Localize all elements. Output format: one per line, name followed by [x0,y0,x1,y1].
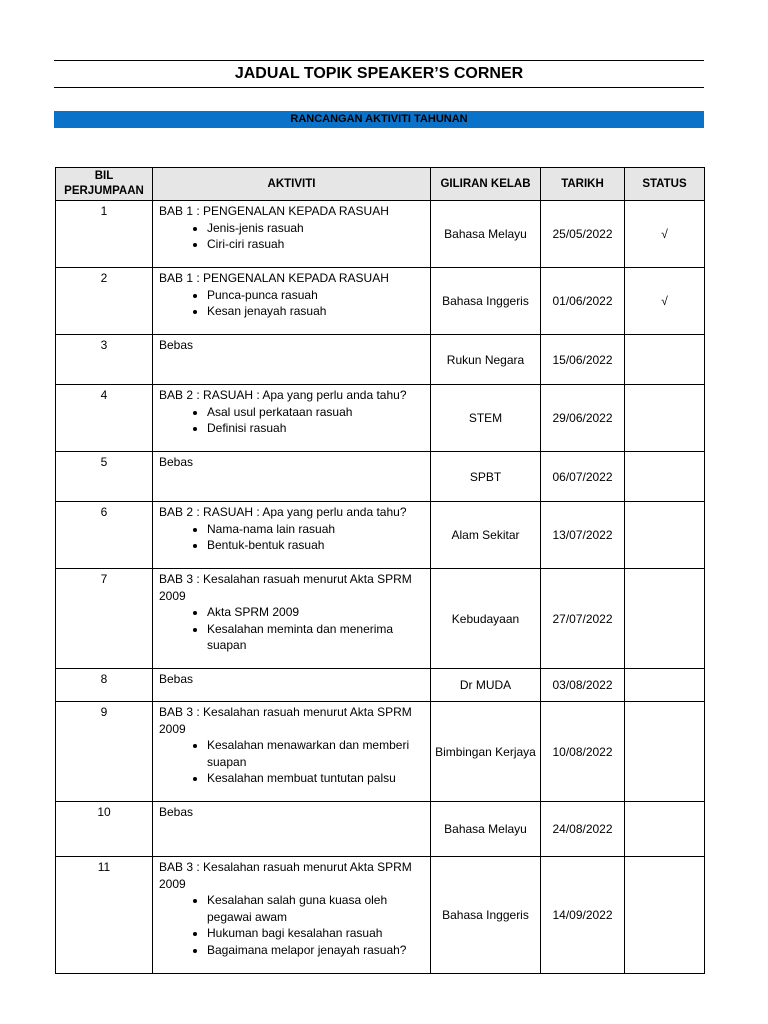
club-name: Bahasa Melayu [431,201,541,268]
activity-topic-list [159,220,426,253]
status-cell [625,569,705,669]
schedule-table [55,167,705,974]
table-row [56,268,705,335]
activity-cell [153,502,431,569]
status-cell [625,702,705,802]
activity-cell [153,268,431,335]
row-number: 1 [56,201,153,268]
activity-cell [153,452,431,502]
activity-topic: • Hukuman bagi kesalahan rasuah [207,925,426,942]
table-row [56,702,705,802]
activity-topic: • Kesalahan salah guna kuasa oleh pegawai awam [207,892,426,925]
row-number: 4 [56,385,153,452]
activity-heading: Bebas [159,805,194,819]
date-cell: 29/06/2022 [541,385,625,452]
date-cell: 06/07/2022 [541,452,625,502]
club-name: Kebudayaan [431,569,541,669]
status-cell: √ [625,268,705,335]
activity-topic: • Bentuk-bentuk rasuah [207,537,426,554]
date-cell: 14/09/2022 [541,857,625,974]
status-cell [625,802,705,857]
club-name: Bahasa Inggeris [431,268,541,335]
table-row [56,335,705,385]
activity-topic: • Ciri-ciri rasuah [207,236,426,253]
club-name: Bahasa Melayu [431,802,541,857]
date-cell: 03/08/2022 [541,669,625,702]
club-name: Bimbingan Kerjaya [431,702,541,802]
col-header-bil: BIL PERJUMPAAN [56,168,153,201]
activity-topic-list [159,521,426,554]
activity-heading: Bebas [159,338,194,352]
table-row [56,452,705,502]
section-banner: RANCANGAN AKTIVITI TAHUNAN [54,111,704,128]
status-cell: √ [625,201,705,268]
activity-heading: BAB 2 : RASUAH : Apa yang perlu anda tahu? [159,505,407,519]
activity-topic: • Akta SPRM 2009 [207,604,426,621]
row-number: 7 [56,569,153,669]
activity-topic-list [159,737,426,787]
status-cell [625,335,705,385]
activity-cell [153,669,431,702]
activity-cell [153,702,431,802]
table-row [56,857,705,974]
activity-cell [153,569,431,669]
activity-topic-list [159,404,426,437]
table-row [56,385,705,452]
activity-topic: • Kesalahan membuat tuntutan palsu [207,770,426,787]
club-name: Dr MUDA [431,669,541,702]
activity-topic: • Jenis-jenis rasuah [207,220,426,237]
row-number: 5 [56,452,153,502]
activity-topic: • Asal usul perkataan rasuah [207,404,426,421]
date-cell: 01/06/2022 [541,268,625,335]
row-number: 8 [56,669,153,702]
date-cell: 10/08/2022 [541,702,625,802]
activity-heading: BAB 3 : Kesalahan rasuah menurut Akta SPRM 2009 [159,572,412,603]
club-name: Rukun Negara [431,335,541,385]
row-number: 10 [56,802,153,857]
club-name: SPBT [431,452,541,502]
activity-topic-list [159,892,426,958]
row-number: 3 [56,335,153,385]
activity-topic: • Kesan jenayah rasuah [207,303,426,320]
activity-topic: • Nama-nama lain rasuah [207,521,426,538]
activity-heading: Bebas [159,455,194,469]
club-name: Bahasa Inggeris [431,857,541,974]
activity-topic-list [159,287,426,320]
table-row [56,569,705,669]
col-header-tarikh: TARIKH [541,168,625,201]
status-cell [625,502,705,569]
table-row [56,669,705,702]
activity-heading: Bebas [159,672,194,686]
col-header-aktiviti: AKTIVITI [153,168,431,201]
activity-topic: • Definisi rasuah [207,420,426,437]
row-number: 2 [56,268,153,335]
row-number: 9 [56,702,153,802]
table-row [56,502,705,569]
activity-topic: • Kesalahan menawarkan dan memberi suapan [207,737,426,770]
activity-heading: BAB 1 : PENGENALAN KEPADA RASUAH [159,204,389,218]
status-cell [625,857,705,974]
status-cell [625,669,705,702]
activity-heading: BAB 3 : Kesalahan rasuah menurut Akta SPRM 2009 [159,705,412,736]
date-cell: 27/07/2022 [541,569,625,669]
club-name: Alam Sekitar [431,502,541,569]
date-cell: 25/05/2022 [541,201,625,268]
activity-heading: BAB 1 : PENGENALAN KEPADA RASUAH [159,271,389,285]
date-cell: 13/07/2022 [541,502,625,569]
activity-cell [153,385,431,452]
col-header-status: STATUS [625,168,705,201]
status-cell [625,452,705,502]
date-cell: 15/06/2022 [541,335,625,385]
activity-cell [153,335,431,385]
activity-topic: • Punca-punca rasuah [207,287,426,304]
activity-heading: BAB 3 : Kesalahan rasuah menurut Akta SPRM 2009 [159,860,412,891]
status-cell [625,385,705,452]
page-title: JADUAL TOPIK SPEAKER’S CORNER [234,65,524,82]
club-name: STEM [431,385,541,452]
table-header-row [56,168,705,201]
activity-cell [153,201,431,268]
table-row [56,802,705,857]
row-number: 11 [56,857,153,974]
activity-cell [153,802,431,857]
col-header-kelab: GILIRAN KELAB [431,168,541,201]
activity-topic-list [159,604,426,654]
activity-topic: • Bagaimana melapor jenayah rasuah? [207,942,426,959]
title-underline [54,87,704,88]
activity-topic: • Kesalahan meminta dan menerima suapan [207,621,426,654]
date-cell: 24/08/2022 [541,802,625,857]
table-row [56,201,705,268]
activity-cell [153,857,431,974]
row-number: 6 [56,502,153,569]
activity-heading: BAB 2 : RASUAH : Apa yang perlu anda tahu? [159,388,407,402]
